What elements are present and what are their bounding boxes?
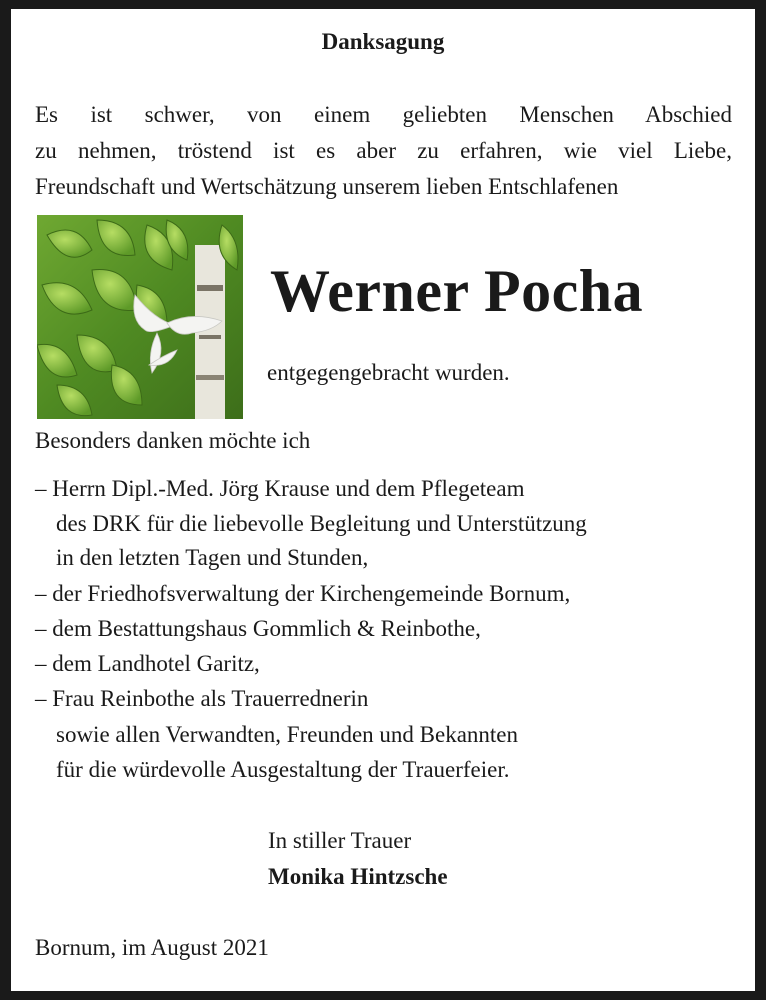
thanks-line: – Herrn Dipl.-Med. Jörg Krause und dem Pflegeteam xyxy=(35,476,525,501)
thanks-line: für die würdevolle Ausgestaltung der Trauerfeier. xyxy=(56,757,510,782)
signature-closing: In stiller Trauer xyxy=(268,828,412,853)
signature-name: Monika Hintzsche xyxy=(268,864,448,889)
after-name-text: entgegengebracht wurden. xyxy=(267,360,510,385)
thanks-line: – Frau Reinbothe als Trauerrednerin xyxy=(35,686,369,711)
intro-line: Es ist schwer, von einem geliebten Menschen Abschied xyxy=(35,102,732,127)
thanks-line: in den letzten Tagen und Stunden, xyxy=(56,545,369,570)
heading-title: Danksagung xyxy=(321,29,445,54)
intro-paragraph xyxy=(35,97,732,205)
dove-photo xyxy=(37,215,243,419)
intro-line: Freundschaft und Wertschätzung unserem lieben Entschlafenen xyxy=(35,174,619,199)
thanks-line: – der Friedhofsverwaltung der Kirchengemeinde Bornum, xyxy=(35,581,571,606)
deceased-name: Werner Pocha xyxy=(270,258,644,324)
thanks-intro: Besonders danken möchte ich xyxy=(35,428,311,453)
dove-leaves-image xyxy=(37,215,243,419)
intro-line: zu nehmen, tröstend ist es aber zu erfahren, wie viel Liebe, xyxy=(35,138,732,163)
thanks-line: – dem Landhotel Garitz, xyxy=(35,651,260,676)
thanks-line: des DRK für die liebevolle Begleitung und Unterstützung xyxy=(56,511,587,536)
place-date: Bornum, im August 2021 xyxy=(35,935,269,960)
thanks-line: sowie allen Verwandten, Freunden und Bekannten xyxy=(56,722,519,747)
thanks-line: – dem Bestattungshaus Gommlich & Reinbothe, xyxy=(35,616,481,641)
